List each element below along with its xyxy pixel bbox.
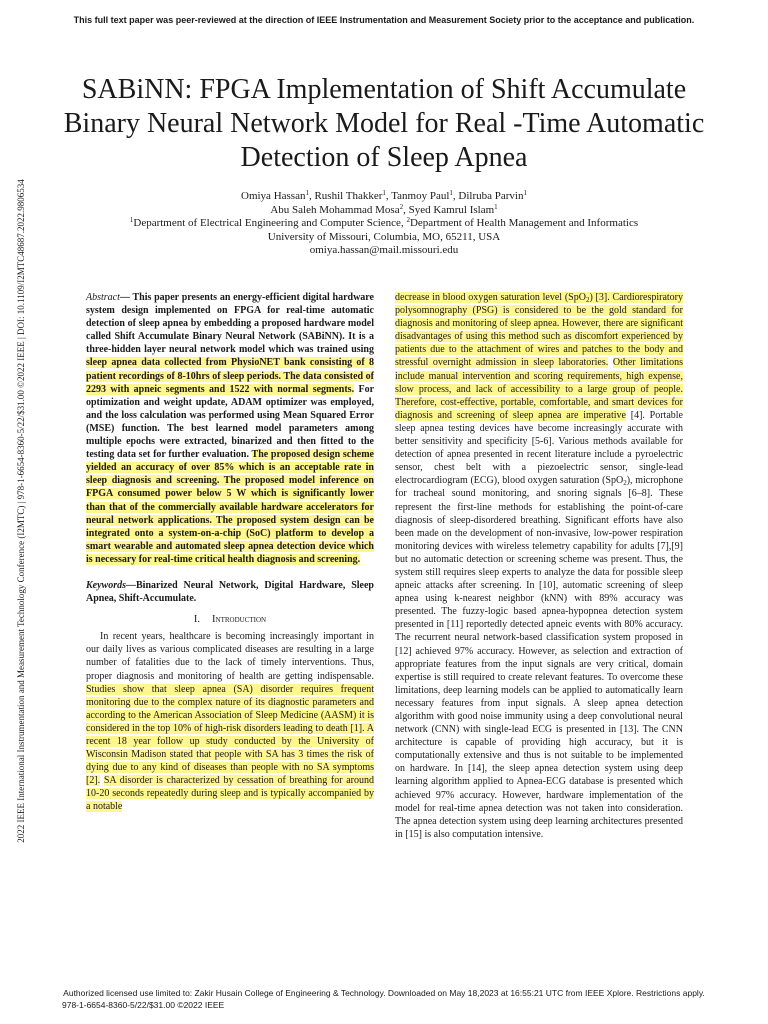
keywords-label: Keywords — [86, 579, 126, 591]
highlight: The proposed design scheme yielded an accuracy of over 85% which is an acceptable rate in sleep diagnosis and screening. The proposed model inference on FPGA consumed power below 5 W which is significantly lower than that of the commercially available hardware accelerators for neural network applications. The proposed system design can be integrated onto a system-on-a-chip (SoC) platform to develop a smart wearable and automated sleep apnea detection device which is necessary for real-time critical health diagnosis and screening. — [86, 449, 374, 565]
keywords-text: —Binarized Neural Network, Digital Hardware, Sleep Apnea, Shift-Accumulate. — [86, 579, 374, 605]
abstract-text: For optimization and weight update, ADAM optimizer was employed, and the loss calculation was performed using Mean Squared Error (MSE) function. The best learned model parameters among multiple epochs were extracted, binarized and then fitted to the testing data set for further evaluation. — [86, 383, 375, 461]
left-column — [86, 291, 374, 814]
body-text: decrease in blood oxygen saturation level (SpO — [395, 292, 586, 303]
author-line-2: Abu Saleh Mohammad Mosa$^2$, Syed Kamrul Islam$^1$ — [270, 202, 498, 216]
author-email: omiya.hassan@mail.missouri.edu — [309, 244, 459, 256]
highlight: sleep apnea data collected from PhysioNET bank consisting of 8 patient recordings of 8-10hrs of sleep periods. The data consisted of 2293 with apneic segments and 1522 with normal segments. — [86, 357, 374, 395]
affiliation-mark: 1 — [523, 189, 527, 197]
abstract-dash: — — [119, 292, 133, 303]
body-text: ), microphone for tracheal sound monitoring, and snoring signals [6–8]. These represent the first-line methods for establishing the point-of-care diagnosis of sleep-disordered breathing. Significant efforts have also been made on the development of non-invasive, low-power respiration monitoring devices with wireless telemetry capability for adults [7],[9] but no automatic detection or screening scheme was present. Thus, the system still requires sleep experts to analyze the data for possible sleep apneic attacks after screening. In [10], automatic screening of sleep apnea using k-nearest neighbor (kNN) with 89% accuracy was presented. The fuzzy-logic based apnea-hypopnea detection system presented in [11] reportedly detected apneic events with 80% accuracy. The recurrent neural network-based classification system proposed in [12] achieved 97% accuracy. However, as selection and extraction of appropriate features from the input signals are very critical, domain expertise is still required to create relevant features. To overcome these limitations, deep learning models can be applied to automatically learn necessary features from input signals. A sleep apnea detection algorithm with good noise immunity using a deep convolutional neural network (CNN) with single-lead ECG is presented in [13]. The CNN architecture is capable of providing high accuracy, but it is computationally extensive and thus is not suitable to be implemented on hardware. In [14], the sleep apnea detection system using deep learning algorithm applied to Apnea-ECG database is presented which achieved 97% accuracy. However, hardware implementation of the model for real-time apnea detection was not taken into consideration. The apnea detection system using deep learning architectures presented in [15] is also computation intensive. — [395, 475, 683, 840]
affiliation-line — [80, 217, 688, 231]
peer-review-note: This full text paper was peer-reviewed at the direction of IEEE Instrumentation and Measurement Society prior to the acceptance and publication. — [73, 15, 695, 25]
author-name: Omiya Hassan — [241, 190, 306, 202]
affiliation-mark: 1 — [129, 216, 134, 224]
abstract-label: Abstract — [86, 292, 120, 303]
affiliation-mark: 1 — [494, 202, 498, 211]
intro-paragraph — [86, 630, 374, 813]
author-block — [80, 190, 688, 258]
affiliation-mark: 1 — [449, 189, 453, 197]
highlight: Other limitations include manual intervention and scoring requirements, high expense, slow process, and lack of accessibility to a large group of people. Therefore, cost-effective, portable, comfortable, and smart devices for diagnosis and screening of sleep apnea are imperative — [395, 357, 684, 421]
affiliation-dept-1: Department of Electrical Engineering and Computer Science, — [133, 217, 407, 229]
abstract — [86, 291, 374, 566]
side-citation-strip — [14, 126, 28, 896]
author-name: Abu Saleh Mohammad Mosa — [270, 203, 400, 216]
affiliation-mark: 2 — [399, 202, 404, 211]
affiliation-mark: 1 — [382, 189, 386, 197]
intro-continued — [395, 291, 683, 841]
subscript: 2 — [623, 479, 627, 488]
university: University of Missouri, Columbia, MO, 65211, USA — [267, 230, 501, 243]
highlight: Studies show that sleep apnea (SA) disorder requires frequent monitoring due to the complex nature of its diagnostic parameters and according to the American Association of Sleep Medicine (AASM) it is considered in the top 10% of high-risk disorders leading to death [1]. A recent 18 year follow up study conducted by the University of Wisconsin Madison stated that people with SA has 3 times the risk of dying due to any kind of diseases than people with no SA symptoms [2]. — [86, 683, 374, 787]
affiliation-mark: 1 — [305, 189, 309, 197]
author-line-1: Omiya Hassan$^1$, Rushil Thakker$^1$, Tanmoy Paul$^1$, Dilruba Parvin$^1$ — [241, 189, 527, 202]
subscript: 2 — [585, 296, 590, 304]
side-citation: 2022 IEEE International Instrumentation and Measurement Technology Conference (I2MTC) | 978-1-6654-8360-5/22/$31.00 ©2022 IEEE | DOI: 10.1109/I2MTC48687.2022.9806534 — [16, 179, 26, 843]
author-name: Syed Kamrul Islam — [408, 203, 495, 216]
author-name: Dilruba Parvin — [458, 190, 524, 202]
author-name: Rushil Thakker — [314, 190, 383, 202]
body-text: ) [3]. Cardiorespiratory polysomnography (PSG) is considered to be the gold standard for diagnosis and monitoring of sleep apnea. However, there are significant disadvantages of using this method such as discomfort experienced by patients due to the attachment of wires and patches to the body and stressful overnight admission in sleep laboratories. — [395, 292, 683, 369]
section-title: Introduction — [212, 614, 267, 626]
affiliation-dept-2: Department of Health Management and Informatics — [409, 217, 639, 229]
highlight: SA disorder is characterized by cessation of breathing for around 10-20 seconds repeatedly during sleep and is typically accompanied by a notable — [86, 775, 374, 813]
author-name: Tanmoy Paul — [391, 190, 450, 202]
paper-title: SABiNN: FPGA Implementation of Shift Accumulate Binary Neural Network Model for Real -Time Automatic Detection of Sleep Apnea — [63, 74, 705, 173]
right-column — [395, 291, 683, 841]
affiliation-mark: 2 — [406, 216, 410, 224]
section-number: I. — [193, 614, 201, 626]
abstract-text: This paper presents an energy-efficient digital hardware system design implemented on FPGA for real-time automatic detection of sleep apnea by embedding a proposed hardware model called Shift Accumulate Binary Neural Network (SABiNN). It is a three-hidden layer neural network model which was trained using — [86, 292, 374, 356]
keywords — [86, 579, 374, 605]
body-text: In recent years, healthcare is becoming increasingly important in our daily lives as various complicated diseases are resulting in a large number of fatalities due to the lack of timely interventions. Thus, proper diagnosis and monitoring of health are getting indispensable. — [86, 631, 374, 682]
license-notice: Authorized licensed use limited to: Zakir Husain College of Engineering & Technology. Downloaded on May 18,2023 at 16:55:21 UTC from IEEE Xplore. Restrictions apply. — [63, 988, 705, 998]
body-text: [4]. Portable sleep apnea testing devices have become increasingly accurate with better sensitivity and specificity [5-6]. Various methods available for detection of apnea presented in recent literature include a pyroelectric sensor, chest belt with a piezoelectric sensor, single-lead electrocardiogram (ECG), blood oxygen saturation (SpO — [395, 409, 683, 487]
section-heading — [86, 613, 374, 626]
footer-identifier: 978-1-6654-8360-5/22/$31.00 ©2022 IEEE — [62, 1000, 225, 1010]
